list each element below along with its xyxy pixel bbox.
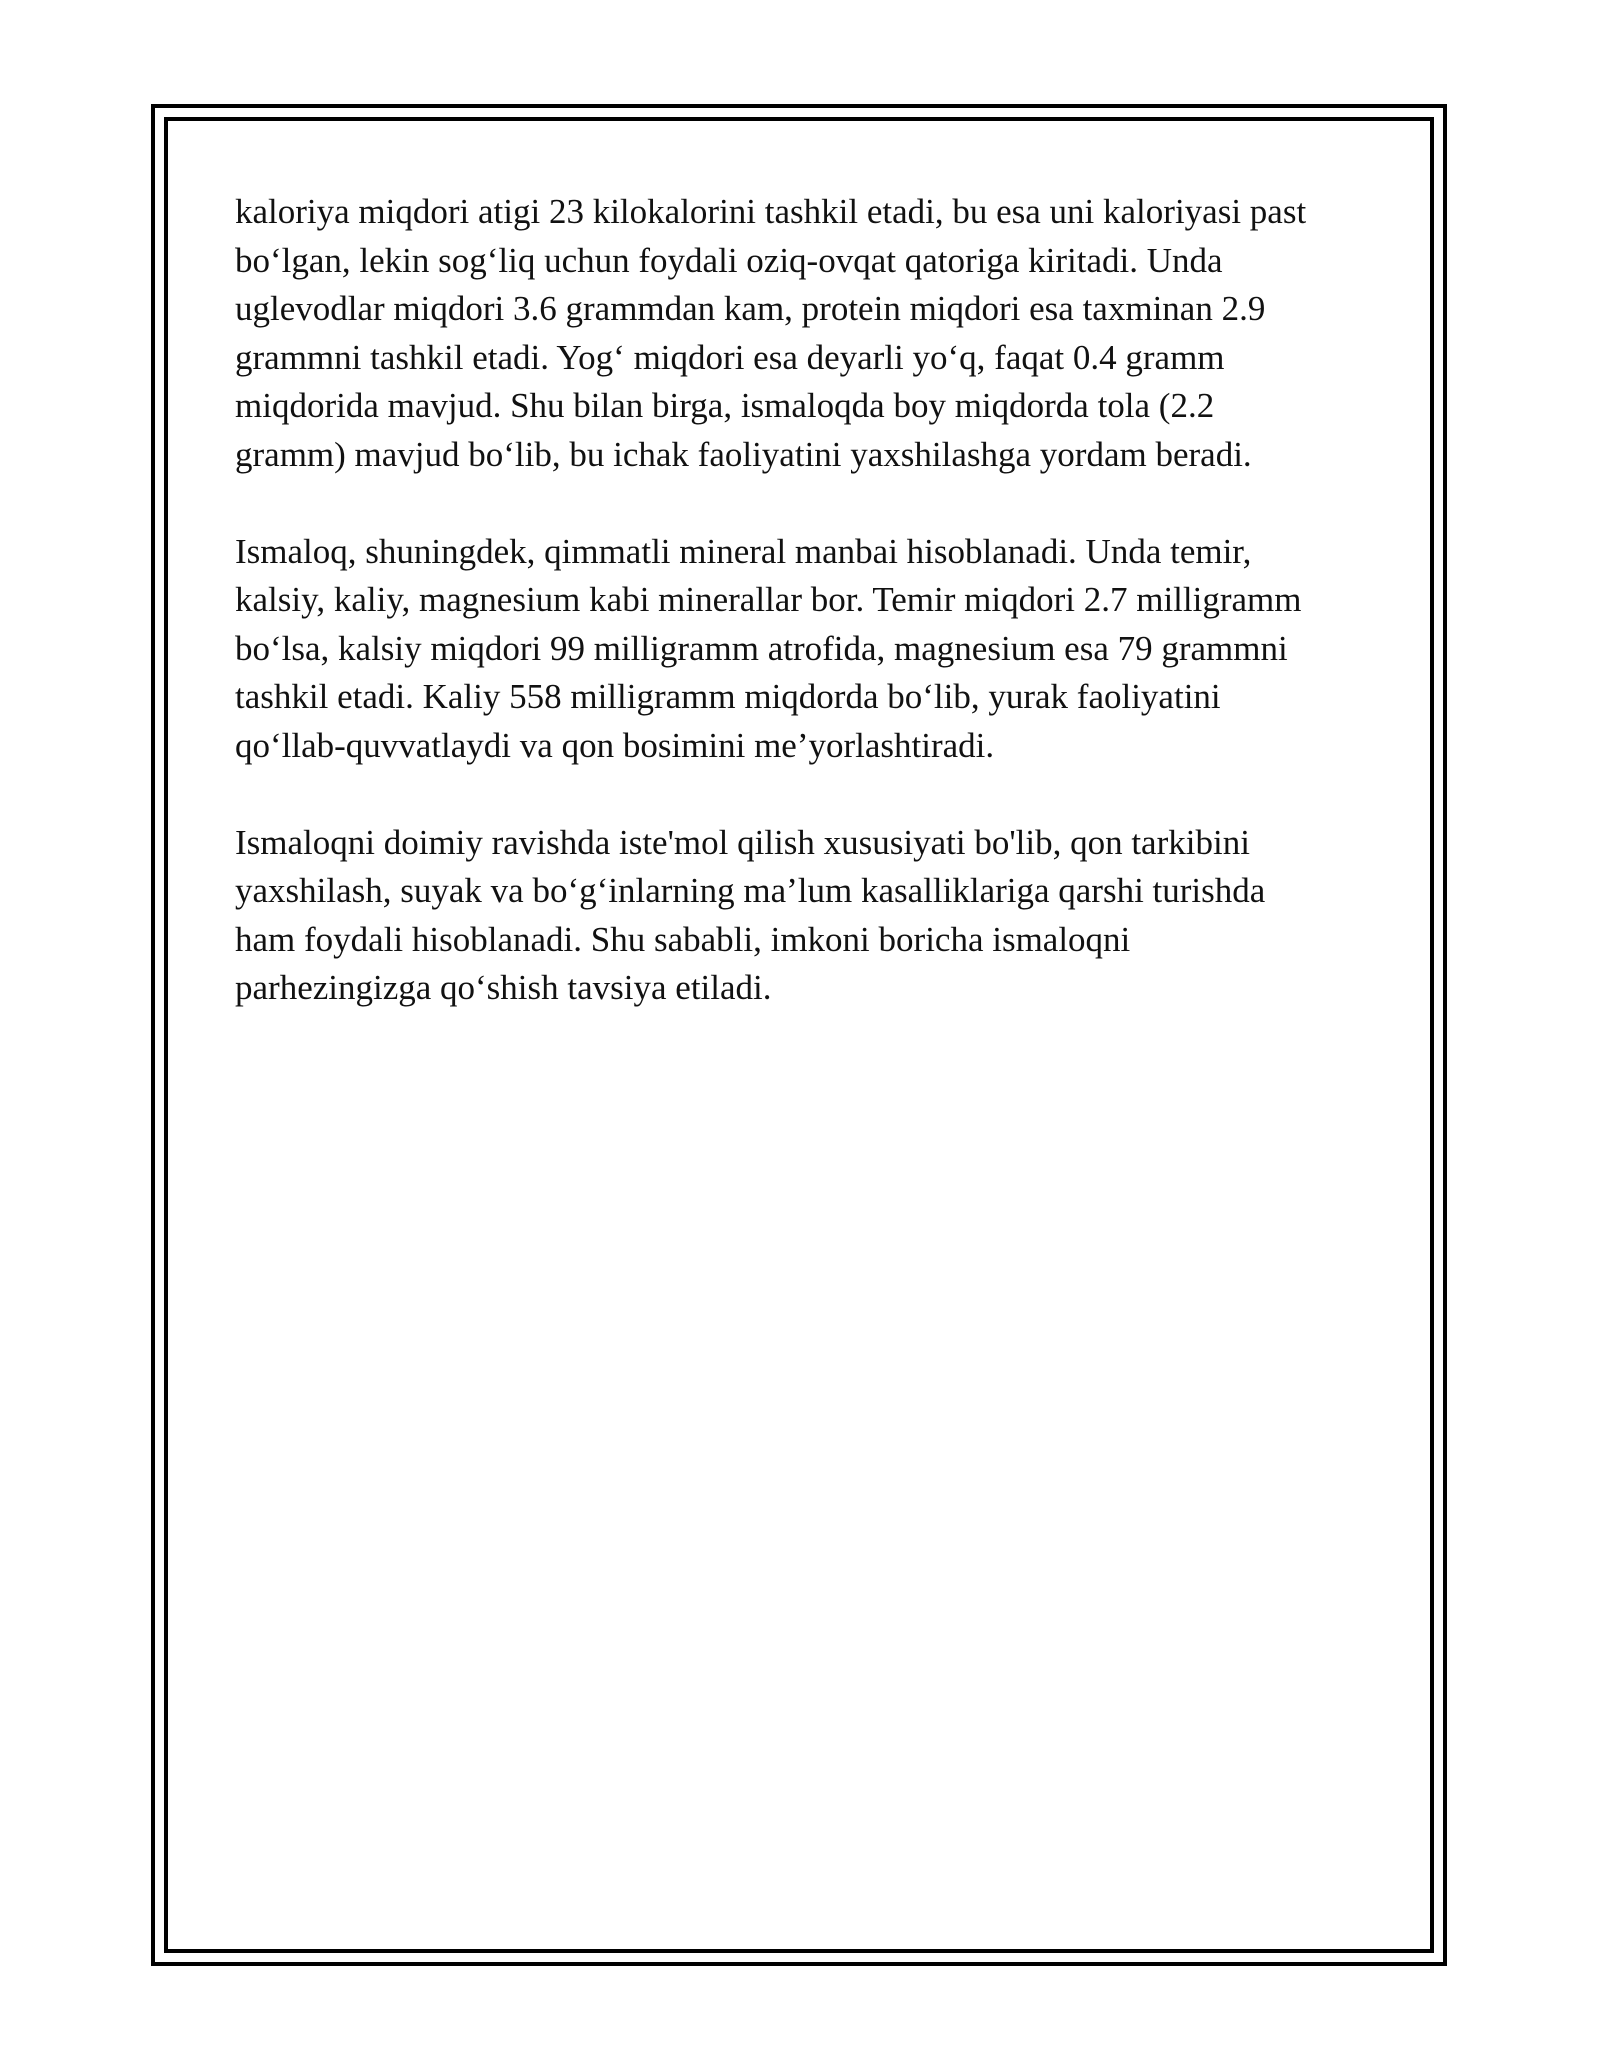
text-line: kaloriya miqdori atigi 23 kilokalorini tashkil etadi, bu esa uni kaloriyasi past	[235, 192, 1307, 231]
text-line: miqdorida mavjud. Shu bilan birga, ismaloqda boy miqdorda tola (2.2	[235, 386, 1215, 425]
document-body	[235, 188, 1375, 1061]
text-line: bo‘lsa, kalsiy miqdori 99 milligramm atrofida, magnesium esa 79 grammni	[235, 628, 1288, 668]
text-line: uglevodlar miqdori 3.6 grammdan kam, protein miqdori esa taxminan 2.9	[235, 289, 1266, 328]
paragraph-recommendation	[235, 819, 1375, 1013]
text-line: kalsiy, kaliy, magnesium kabi minerallar bor. Temir miqdori 2.7 milligramm	[235, 580, 1302, 619]
paragraph-nutrition	[235, 188, 1375, 479]
text-line: Ismaloqni doimiy ravishda iste'mol qilish xususiyati bo'lib, qon tarkibini	[235, 822, 1250, 862]
text-line: yaxshilash, suyak va bo‘g‘inlarning ma’lum kasalliklariga qarshi turishda	[235, 871, 1266, 910]
text-line: ham foydali hisoblanadi. Shu sababli, imkoni boricha ismaloqni	[235, 919, 1131, 959]
paragraph-minerals	[235, 528, 1375, 771]
text-line: gramm) mavjud bo‘lib, bu ichak faoliyatini yaxshilashga yordam beradi.	[235, 434, 1252, 474]
text-line: parhezingizga qo‘shish tavsiya etiladi.	[235, 968, 772, 1007]
text-line: qo‘llab-quvvatlaydi va qon bosimini me’yorlashtiradi.	[235, 725, 995, 765]
text-line: grammni tashkil etadi. Yog‘ miqdori esa deyarli yo‘q, faqat 0.4 gramm	[235, 337, 1225, 377]
text-line: tashkil etadi. Kaliy 558 milligramm miqdorda bo‘lib, yurak faoliyatini	[235, 677, 1221, 716]
text-line: bo‘lgan, lekin sog‘liq uchun foydali oziq-ovqat qatoriga kiritadi. Unda	[235, 240, 1223, 280]
text-line: Ismaloq, shuningdek, qimmatli mineral manbai hisoblanadi. Unda temir,	[235, 531, 1252, 571]
